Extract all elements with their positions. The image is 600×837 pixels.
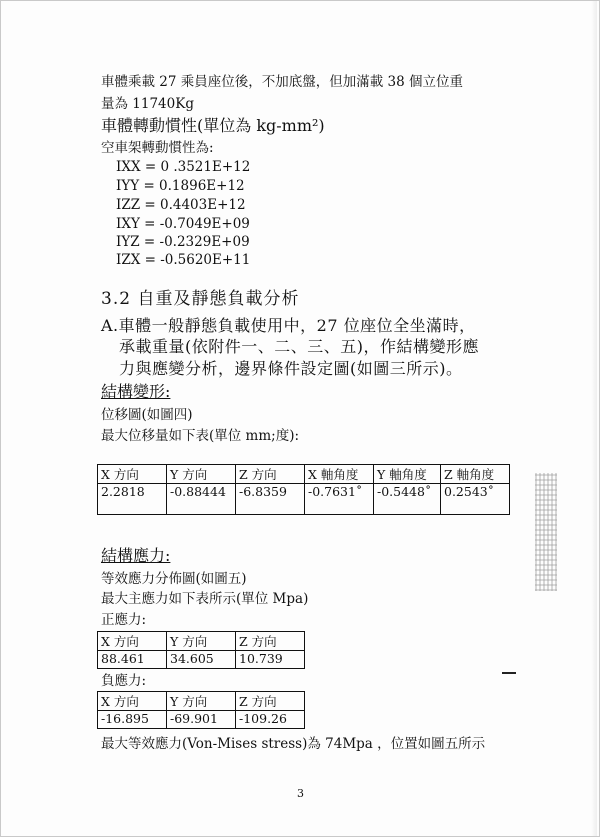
table-header-cell: Y 方向 — [167, 692, 236, 711]
table-cell: -69.901 — [167, 711, 236, 729]
deformation-heading: 結構變形: — [101, 382, 171, 401]
stress-line-2: 最大主應力如下表所示(單位 Mpa) — [101, 591, 309, 607]
table-header-cell: X 方向 — [98, 692, 167, 711]
table-row — [98, 651, 305, 669]
positive-stress-label: 正應力: — [101, 612, 147, 628]
deformation-line-2: 最大位移量如下表(單位 mm;度): — [101, 428, 300, 444]
table-row — [98, 465, 510, 484]
table-cell: 88.461 — [98, 651, 167, 669]
table-header-cell: X 方向 — [98, 632, 167, 651]
inertia-subtitle: 空車架轉動慣性為: — [101, 140, 214, 156]
table-header-cell: Z 方向 — [236, 692, 305, 711]
table-cell: -109.26 — [236, 711, 305, 729]
table-cell: -16.895 — [98, 711, 167, 729]
section-para-a1: A.車體一般靜態負載使用中，27 位座位全坐滿時， — [101, 316, 476, 335]
deformation-line-1: 位移圖(如圖四) — [101, 407, 193, 423]
table-cell: 34.605 — [167, 651, 236, 669]
table-cell: -0.7631˚ — [305, 484, 374, 515]
table-header-cell: X 軸角度 — [305, 465, 374, 484]
inertia-title: 車體轉動慣性(單位為 kg-mm²) — [101, 116, 325, 135]
section-para-a2: 承載重量(依附件一、二、三、五)，作結構變形應 — [119, 337, 479, 356]
page-number: 3 — [297, 787, 304, 800]
inertia-iyz: IYZ = -0.2329E+09 — [116, 234, 250, 250]
table-header-cell: Z 方向 — [236, 465, 305, 484]
table-row — [98, 632, 305, 651]
table-row — [98, 484, 510, 515]
displacement-table — [97, 464, 510, 515]
inertia-izz: IZZ = 0.4403E+12 — [116, 197, 246, 213]
section-para-a3: 力與應變分析，邊界條件設定圖(如圖三所示)。 — [119, 359, 463, 378]
faded-stamp-mark — [535, 473, 557, 591]
intro-line-2: 量為 11740Kg — [101, 96, 194, 112]
table-row — [98, 711, 305, 729]
stray-dash-mark — [502, 672, 516, 674]
section-heading: 3.2 自重及靜態負載分析 — [101, 289, 300, 309]
vonmises-line: 最大等效應力(Von-Mises stress)為 74Mpa ，位置如圖五所示 — [101, 736, 486, 752]
stress-heading: 結構應力: — [101, 546, 171, 565]
negative-stress-label: 負應力: — [101, 673, 147, 689]
inertia-ixx: IXX = 0 .3521E+12 — [116, 159, 251, 175]
stress-line-1: 等效應力分佈圖(如圖五) — [101, 571, 247, 587]
table-cell: 10.739 — [236, 651, 305, 669]
table-row — [98, 692, 305, 711]
table-header-cell: Z 方向 — [236, 632, 305, 651]
inertia-ixy: IXY = -0.7049E+09 — [116, 216, 250, 232]
negative-stress-table — [97, 691, 305, 729]
table-cell: 0.2543˚ — [441, 484, 510, 515]
page-edge-shadow — [591, 1, 597, 836]
inertia-izx: IZX = -0.5620E+11 — [116, 252, 251, 268]
table-cell: 2.2818 — [98, 484, 167, 515]
table-header-cell: Y 軸角度 — [374, 465, 441, 484]
table-cell: -6.8359 — [236, 484, 305, 515]
table-header-cell: Y 方向 — [167, 465, 236, 484]
table-header-cell: X 方向 — [98, 465, 167, 484]
inertia-iyy: IYY = 0.1896E+12 — [116, 178, 245, 194]
table-cell: -0.5448˚ — [374, 484, 441, 515]
table-header-cell: Y 方向 — [167, 632, 236, 651]
intro-line-1: 車體乘載 27 乘員座位後，不加底盤，但加滿載 38 個立位重 — [101, 74, 464, 90]
table-header-cell: Z 軸角度 — [441, 465, 510, 484]
positive-stress-table — [97, 631, 305, 669]
table-cell: -0.88444 — [167, 484, 236, 515]
